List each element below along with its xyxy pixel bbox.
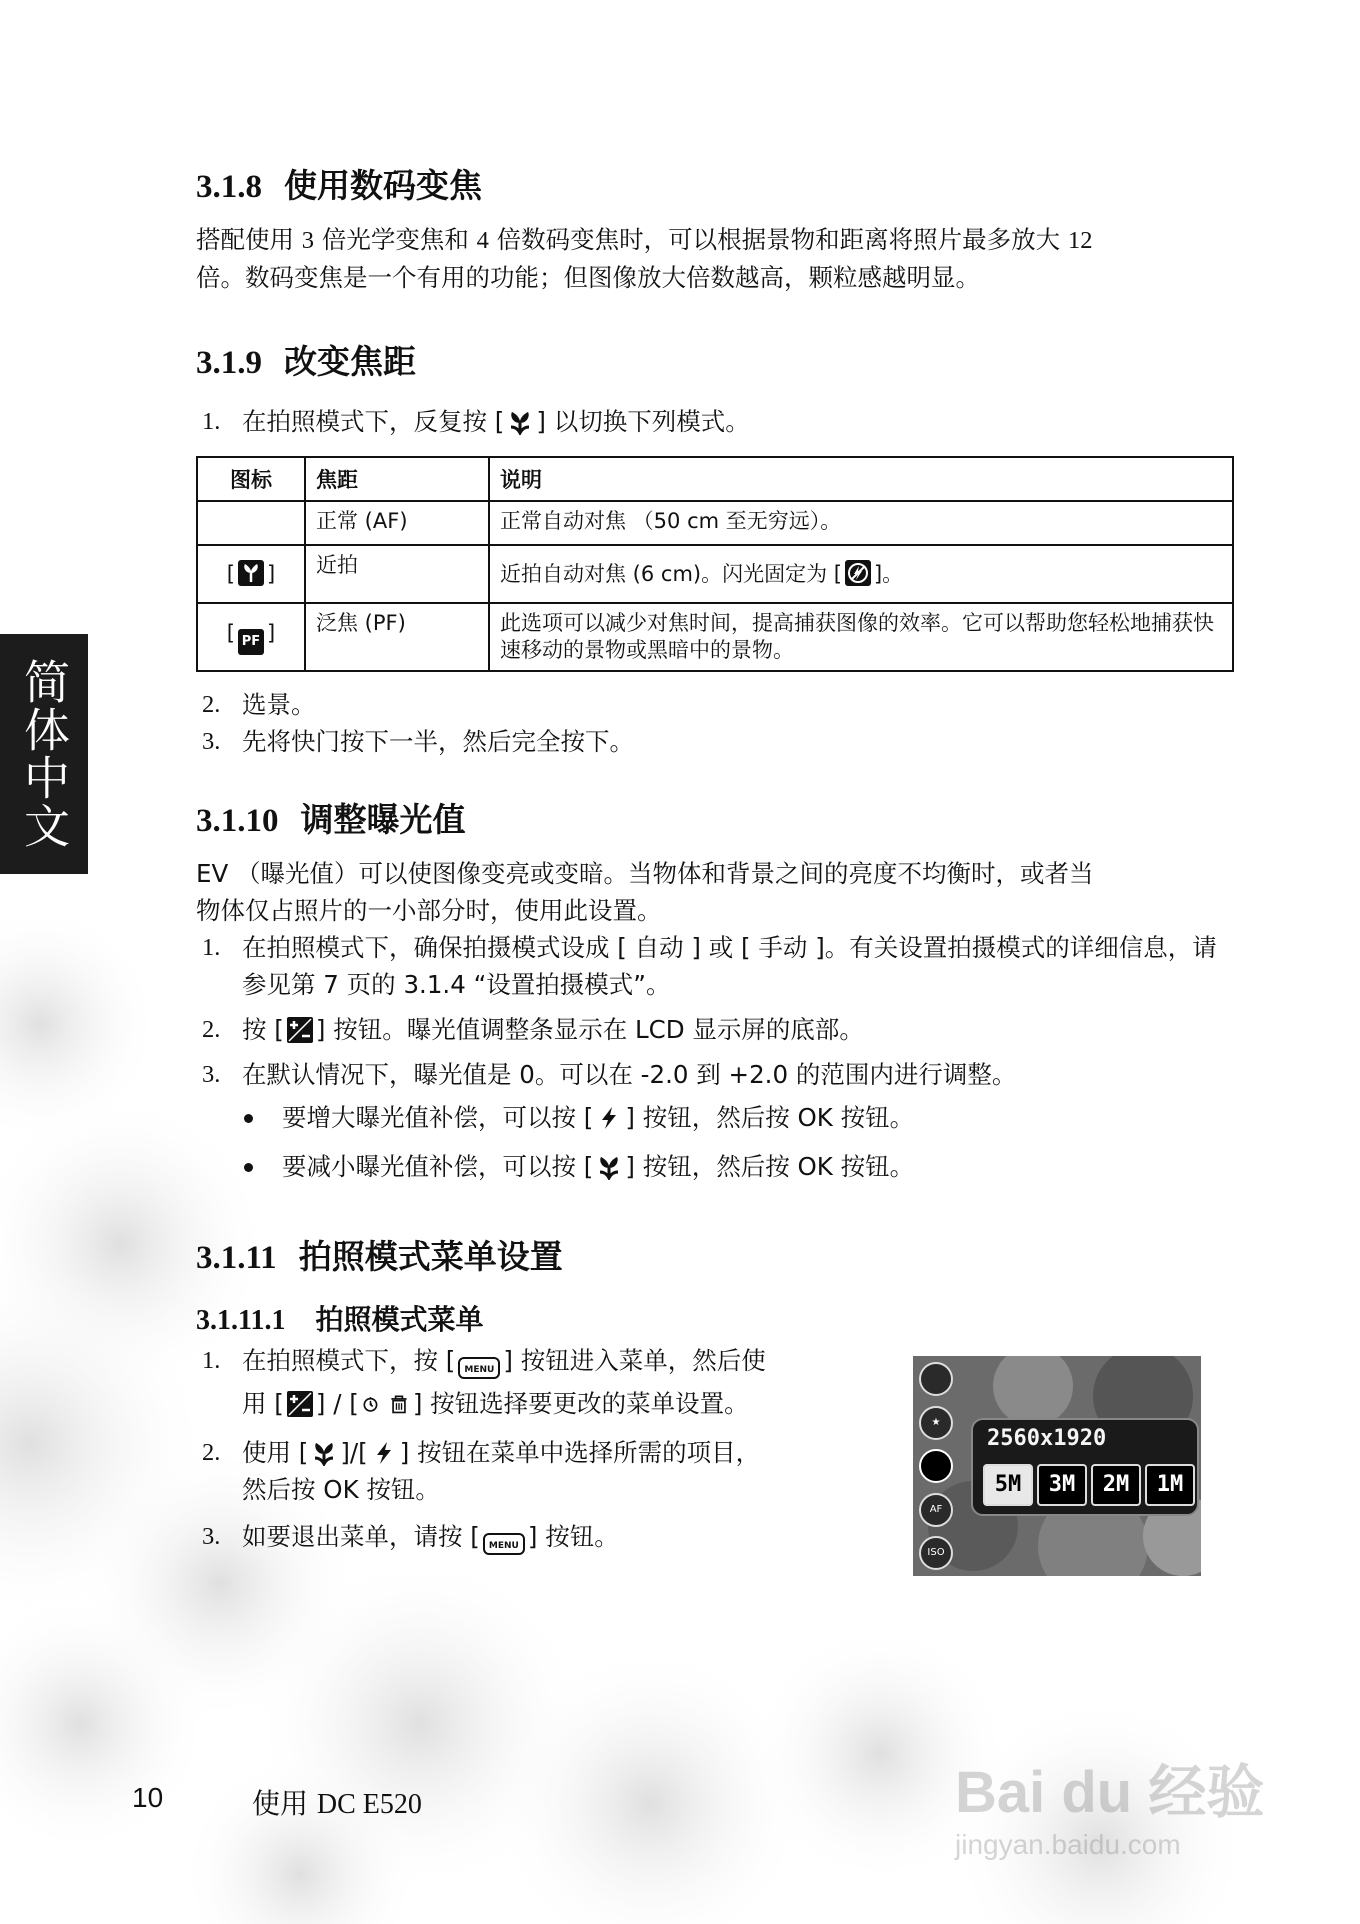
focus-steps [196,403,1236,440]
list-item: 2. 使用 [ ]/[ ] 按钮在菜单中选择所需的项目， 然后按 OK 按钮。 [202,1438,761,1504]
watermark-url: jingyan.baidu.com [955,1829,1181,1860]
table-cell-focus: 近拍 [305,545,489,603]
lcd-af-icon: AF [919,1493,953,1527]
lcd-option-2m[interactable]: 2M [1091,1464,1141,1506]
list-item: 2. 选景。 [202,690,316,719]
lcd-option-1m[interactable]: 1M [1145,1464,1195,1506]
lcd-resolution-panel [971,1418,1199,1516]
table-header-row [197,457,1233,501]
macro-icon [507,409,533,435]
subsection-heading-31111: 3.1.11.1 拍照模式菜单 [196,1303,484,1336]
footer-title: 使用 DC E520 [252,1787,422,1820]
table-cell-desc: 此选项可以减少对焦时间，提高捕获图像的效率。它可以帮助您轻松地捕获快速移动的景物或黑暗中的景物。 [489,603,1233,671]
flash-icon [371,1440,397,1466]
watermark-logo: Bai du 经验 [955,1760,1265,1825]
focus-mode-table [196,456,1234,672]
menu-button-icon: MENU [458,1357,500,1379]
table-header: 说明 [489,457,1233,501]
lcd-mode-icon [919,1362,953,1396]
pan-focus-icon: PF [238,629,264,655]
lcd-iso-icon: ISO [919,1536,953,1570]
table-cell-focus: 正常 (AF) [305,501,489,545]
table-cell-icon [197,501,305,545]
lcd-menu-screenshot [913,1356,1201,1576]
macro-icon [596,1154,622,1180]
table-cell-icon: [ PF ] [197,603,305,671]
macro-icon [238,560,264,586]
side-tab-label: 简体中文 [17,658,71,850]
delete-icon [388,1391,410,1417]
lcd-scene-icon: ★ [919,1406,953,1440]
table-cell-desc: 正常自动对焦 （50 cm 至无穷远）。 [489,501,1233,545]
exposure-bullets [196,1099,1236,1185]
section-heading-3111: 3.1.11 拍照模式菜单设置 [196,1237,563,1276]
list-item: 1. 在拍照模式下，反复按 [ ] 以切换下列模式。 [202,407,750,436]
focus-steps-continued [196,686,1236,760]
lcd-option-3m[interactable]: 3M [1037,1464,1087,1506]
exposure-icon [287,1017,313,1043]
flash-off-icon [845,560,871,586]
macro-icon [311,1440,337,1466]
paragraph-exposure: EV （曝光值）可以使图像变亮或变暗。当物体和背景之间的亮度不均衡时，或者当 物体仅占照片的一小部分时，使用此设置。 [196,859,1094,925]
lcd-size-icon [919,1449,953,1483]
lcd-side-icons [919,1362,955,1570]
table-cell-focus: 泛焦 (PF) [305,603,489,671]
list-item: 3. 先将快门按下一半，然后完全按下。 [202,727,634,756]
flash-icon [596,1105,622,1131]
lcd-option-5m[interactable]: 5M [983,1464,1033,1506]
page-number: 10 [132,1782,164,1813]
section-heading-3110: 3.1.10 调整曝光值 [196,800,466,839]
list-item: 要增大曝光值补偿，可以按 [ ] 按钮，然后按 OK 按钮。 [196,1099,1236,1136]
section-heading-318: 3.1.8 使用数码变焦 [196,166,482,205]
table-cell-desc: 近拍自动对焦 (6 cm)。闪光固定为 [ ]。 [489,545,1233,603]
table-header: 焦距 [305,457,489,501]
lcd-resolution-label: 2560x1920 [987,1426,1107,1451]
list-item: 要减小曝光值补偿，可以按 [ ] 按钮，然后按 OK 按钮。 [196,1148,1236,1185]
section-heading-319: 3.1.9 改变焦距 [196,342,416,381]
list-item: 3. 在默认情况下，曝光值是 0。可以在 -2.0 到 +2.0 的范围内进行调整。 [202,1060,1017,1089]
baidu-watermark [955,1745,1285,1885]
table-row [197,501,1233,545]
list-item: 3. 如要退出菜单，请按 [ MENU ] 按钮。 [196,1518,896,1555]
list-item: 1. 在拍照模式下，按 [ MENU ] 按钮进入菜单，然后使 用 [ ] / [ ] 按钮选择要更改的菜单设置。 [202,1346,766,1418]
language-side-tab [0,634,88,874]
menu-steps [196,1342,896,1555]
table-row [197,545,1233,603]
lcd-size-options [983,1464,1195,1506]
paragraph-digital-zoom: 搭配使用 3 倍光学变焦和 4 倍数码变焦时，可以根据景物和距离将照片最多放大 12 倍。数码变焦是一个有用的功能；但图像放大倍数越高，颗粒感越明显。 [196,225,1093,292]
menu-button-icon: MENU [483,1533,525,1555]
table-header: 图标 [197,457,305,501]
list-item: 1. 在拍照模式下，确保拍摄模式设成 [ 自动 ] 或 [ 手动 ]。有关设置拍摄模式的详细信息，请参见第 7 页的 3.1.4 “设置拍摄模式”。 [202,933,1217,999]
exposure-icon [287,1391,313,1417]
list-item: 2. 按 [ ] 按钮。曝光值调整条显示在 LCD 显示屏的底部。 [202,1015,864,1044]
main-content [196,160,1236,1555]
exposure-steps [196,929,1236,1093]
table-cell-icon: [ ] [197,545,305,603]
self-timer-icon [362,1391,382,1417]
table-row [197,603,1233,671]
